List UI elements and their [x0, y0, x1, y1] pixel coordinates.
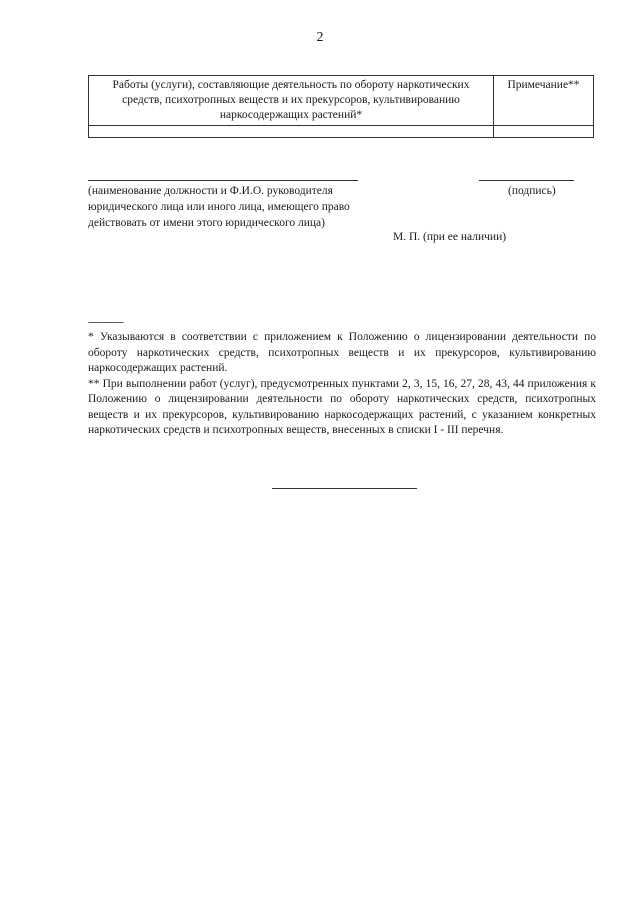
- footnote-separator: ---------------: [88, 317, 123, 328]
- position-caption: (наименование должности и Ф.И.О. руководителя юридического лица или иного лица, имеющего право действовать от имени этого юридического лица): [88, 185, 350, 229]
- table-header-row: [89, 76, 594, 126]
- signature-caption: (подпись): [508, 185, 556, 197]
- end-divider-line: [272, 488, 417, 489]
- footnotes: [88, 330, 596, 439]
- header-works-cell: Работы (услуги), составляющие деятельность по обороту наркотических средств, психотропных веществ и их прекурсоров, культивированию наркосодержащих растений*: [89, 76, 494, 126]
- empty-note-cell: [494, 126, 594, 138]
- signature-line: [479, 180, 574, 181]
- footnote-2: ** При выполнении работ (услуг), предусмотренных пунктами 2, 3, 15, 16, 27, 28, 43, 44 приложения к Положению о лицензировании деятельности по обороту наркотических средств, психотропных веществ и их прекурсоров, культивированию наркосодержащих растений, с указанием конкретных наркотических средств и психотропных веществ, внесенных в списки I - III перечня.: [88, 377, 596, 436]
- footnote-1: * Указываются в соответствии с приложением к Положению о лицензировании деятельности по обороту наркотических средств, психотропных веществ и их прекурсоров, культивированию наркосодержащих растений.: [88, 331, 596, 374]
- works-table: [88, 75, 594, 138]
- table-row: [89, 126, 594, 138]
- header-note-cell: Примечание**: [494, 76, 594, 126]
- position-signature-line: [88, 180, 358, 181]
- seal-caption: М. П. (при ее наличии): [393, 231, 507, 243]
- page-number: 2: [316, 30, 324, 45]
- empty-works-cell: [89, 126, 494, 138]
